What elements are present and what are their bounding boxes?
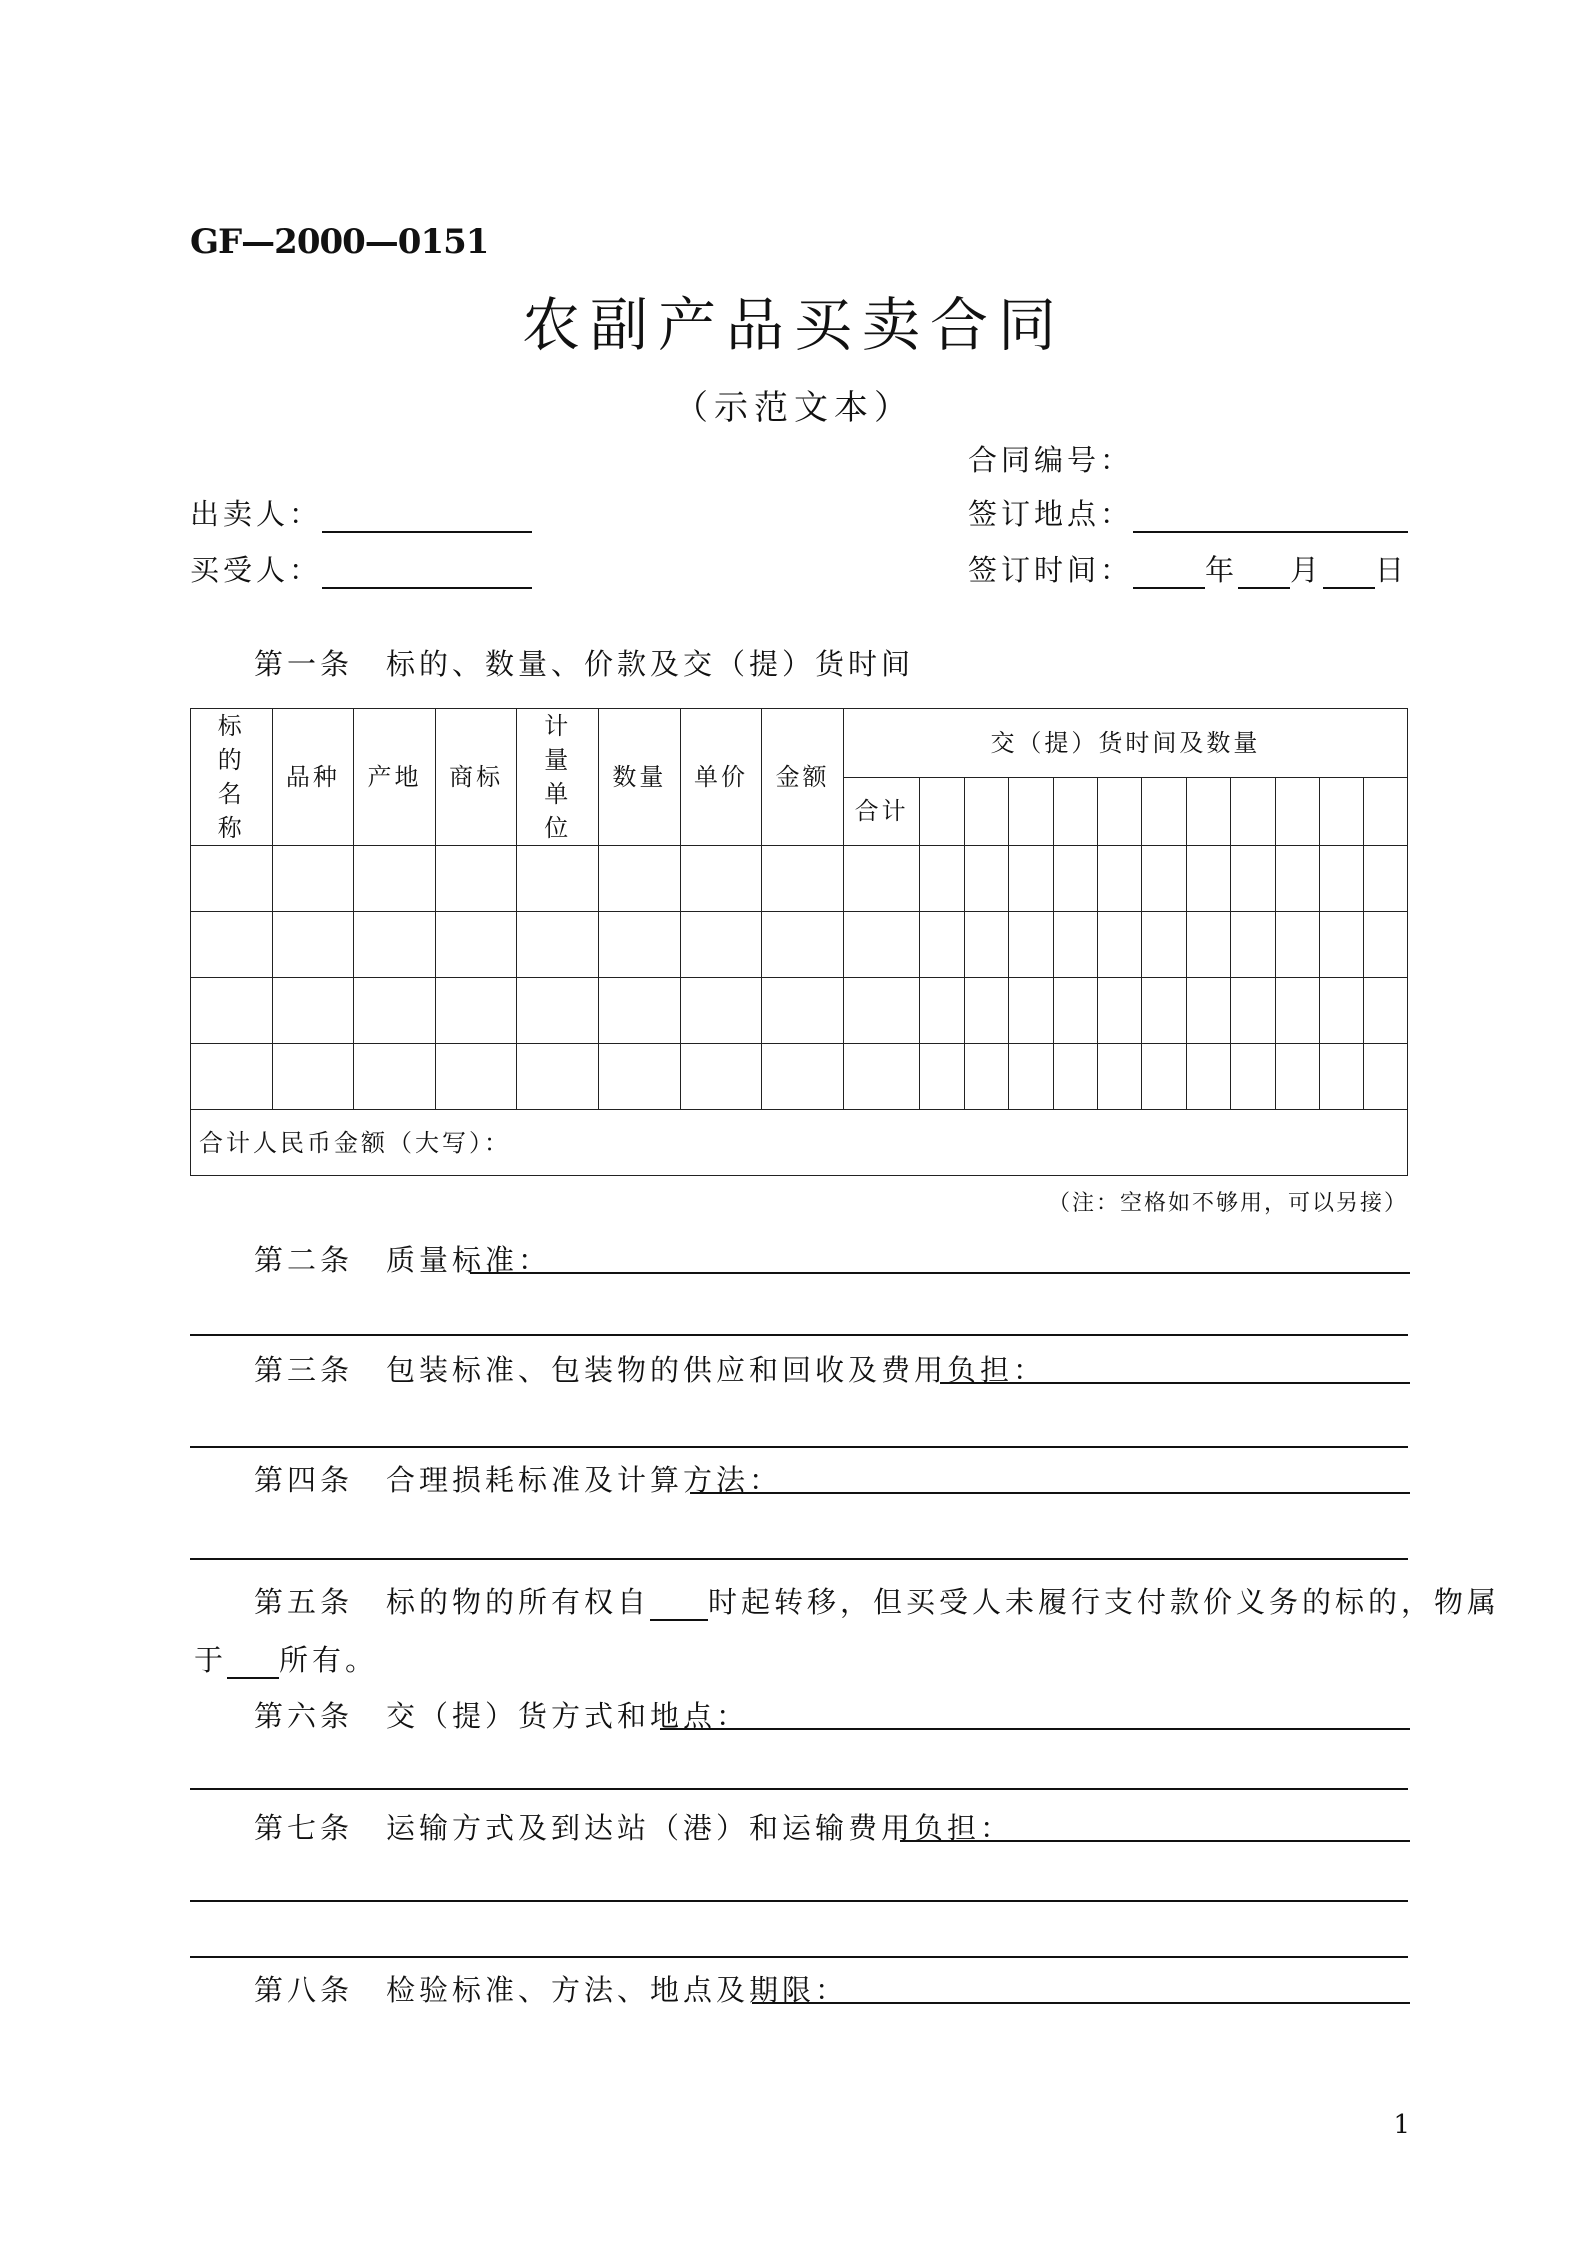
buyer-label: 买受人： <box>190 553 323 587</box>
article-8-label: 第八条 检验标准、方法、地点及期限： <box>254 1973 849 2007</box>
table-cell[interactable] <box>1364 846 1408 912</box>
header-origin: 产地 <box>354 709 436 846</box>
article-5-text-2: 时起转移，但买受人未履行支付款价义务的标的，物属 <box>708 1585 1501 1619</box>
header-unit: 计量单位 <box>517 709 599 846</box>
table-cell[interactable] <box>1053 1044 1097 1110</box>
month-blank[interactable] <box>1238 559 1290 589</box>
table-cell[interactable] <box>1053 846 1097 912</box>
table-cell[interactable] <box>1231 777 1275 846</box>
table-cell[interactable] <box>964 978 1008 1044</box>
table-cell[interactable] <box>680 1044 762 1110</box>
table-cell[interactable] <box>1319 1044 1363 1110</box>
article-8-blank[interactable] <box>752 2002 1410 2004</box>
table-cell[interactable] <box>843 846 919 912</box>
table-cell[interactable] <box>1275 777 1319 846</box>
article-6-label: 第六条 交（提）货方式和地点： <box>254 1699 750 1733</box>
table-cell[interactable] <box>435 978 517 1044</box>
table-cell[interactable] <box>1186 1044 1230 1110</box>
article-5-text-4: 所有。 <box>279 1643 379 1677</box>
table-cell[interactable] <box>599 846 681 912</box>
table-cell[interactable] <box>1186 846 1230 912</box>
header-delivery-time-quantity: 交（提）货时间及数量 <box>843 709 1407 778</box>
table-cell[interactable] <box>680 978 762 1044</box>
article-4-label: 第四条 合理损耗标准及计算方法： <box>254 1463 783 1497</box>
table-cell[interactable] <box>843 978 919 1044</box>
table-cell[interactable] <box>680 912 762 978</box>
table-cell[interactable] <box>191 846 273 912</box>
table-cell[interactable] <box>191 978 273 1044</box>
table-cell[interactable] <box>1009 777 1053 846</box>
table-cell[interactable] <box>1364 978 1408 1044</box>
table-cell[interactable] <box>1142 777 1186 846</box>
page-number: 1 <box>1393 2110 1410 2140</box>
header-subject-name: 标的名称 <box>191 709 273 846</box>
document-code: GF—2000—0151 <box>190 222 489 262</box>
table-cell[interactable] <box>964 912 1008 978</box>
table-cell[interactable] <box>354 846 436 912</box>
header-amount: 金额 <box>762 709 844 846</box>
table-cell[interactable] <box>272 1044 354 1110</box>
seller-label: 出卖人： <box>190 497 323 531</box>
table-cell[interactable] <box>1275 846 1319 912</box>
table-cell[interactable] <box>1364 777 1408 846</box>
table-row <box>191 846 1408 912</box>
table-cell[interactable] <box>599 978 681 1044</box>
table-row <box>191 912 1408 978</box>
table-cell[interactable] <box>964 777 1008 846</box>
article-6-blank[interactable] <box>660 1728 1410 1730</box>
article-7-blank[interactable] <box>900 1840 1410 1842</box>
table-header-row <box>191 709 1408 778</box>
total-rmb-cell[interactable] <box>191 1110 1408 1176</box>
header-quantity: 数量 <box>599 709 681 846</box>
table-cell[interactable] <box>1097 846 1141 912</box>
table-cell[interactable] <box>964 846 1008 912</box>
contract-number-label: 合同编号： <box>968 443 1134 477</box>
table-cell[interactable] <box>272 846 354 912</box>
table-cell[interactable] <box>1231 978 1275 1044</box>
article-6-blank-line[interactable] <box>190 1788 1408 1790</box>
table-row <box>191 978 1408 1044</box>
table-cell[interactable] <box>843 912 919 978</box>
table-cell[interactable] <box>1186 777 1230 846</box>
table-cell[interactable] <box>435 912 517 978</box>
table-cell[interactable] <box>517 978 599 1044</box>
goods-table <box>190 708 1408 1176</box>
table-cell[interactable] <box>1053 912 1097 978</box>
table-cell[interactable] <box>762 846 844 912</box>
seller-field[interactable] <box>190 492 532 533</box>
total-rmb-label: 合计人民币金额（大写）： <box>199 1128 511 1157</box>
table-cell[interactable] <box>1231 1044 1275 1110</box>
table-cell[interactable] <box>1319 912 1363 978</box>
seller-blank[interactable] <box>322 503 532 533</box>
table-cell[interactable] <box>920 912 964 978</box>
article-2-blank[interactable] <box>470 1272 1410 1274</box>
article-2-label: 第二条 质量标准： <box>254 1243 552 1277</box>
table-cell[interactable] <box>191 912 273 978</box>
table-cell[interactable] <box>920 978 964 1044</box>
table-cell[interactable] <box>1142 1044 1186 1110</box>
table-cell[interactable] <box>1009 1044 1053 1110</box>
header-variety: 品种 <box>272 709 354 846</box>
article-5-line-2 <box>194 1638 378 1679</box>
header-total: 合计 <box>843 777 919 846</box>
table-cell[interactable] <box>272 978 354 1044</box>
sign-time-label: 签订时间： <box>968 553 1134 587</box>
table-cell[interactable] <box>1364 1044 1408 1110</box>
article-7-blank-line-2[interactable] <box>190 1956 1408 1958</box>
table-cell[interactable] <box>354 912 436 978</box>
table-cell[interactable] <box>1009 846 1053 912</box>
table-cell[interactable] <box>1275 978 1319 1044</box>
buyer-blank[interactable] <box>322 559 532 589</box>
table-cell[interactable] <box>1142 978 1186 1044</box>
table-cell[interactable] <box>1231 912 1275 978</box>
table-cell[interactable] <box>1186 912 1230 978</box>
table-cell[interactable] <box>1186 978 1230 1044</box>
table-cell[interactable] <box>680 846 762 912</box>
contract-number-field[interactable] <box>968 438 1133 479</box>
day-blank[interactable] <box>1323 559 1375 589</box>
year-blank[interactable] <box>1133 559 1205 589</box>
article-1-heading: 第一条 标的、数量、价款及交（提）货时间 <box>254 647 915 681</box>
table-note: （注：空格如不够用，可以另接） <box>1047 1191 1408 1216</box>
table-row <box>191 1044 1408 1110</box>
table-cell[interactable] <box>1009 912 1053 978</box>
header-trademark: 商标 <box>435 709 517 846</box>
table-cell[interactable] <box>1231 846 1275 912</box>
table-cell[interactable] <box>1097 777 1141 846</box>
table-cell[interactable] <box>762 912 844 978</box>
table-total-row <box>191 1110 1408 1176</box>
article-7-blank-line-1[interactable] <box>190 1900 1408 1902</box>
table-cell[interactable] <box>354 978 436 1044</box>
table-cell[interactable] <box>964 1044 1008 1110</box>
sign-place-field[interactable] <box>968 492 1408 533</box>
table-cell[interactable] <box>1275 912 1319 978</box>
article-4-blank-line[interactable] <box>190 1558 1408 1560</box>
table-cell[interactable] <box>272 912 354 978</box>
contract-title: 农副产品买卖合同 <box>521 291 1066 359</box>
table-cell[interactable] <box>1364 912 1408 978</box>
article-5-line-1 <box>254 1580 1500 1621</box>
table-cell[interactable] <box>1053 777 1097 846</box>
table-cell[interactable] <box>1142 912 1186 978</box>
article-5-text-1: 第五条 标的物的所有权自 <box>254 1585 651 1619</box>
table-cell[interactable] <box>1319 777 1363 846</box>
sign-time-field[interactable] <box>968 548 1408 589</box>
table-cell[interactable] <box>1319 846 1363 912</box>
table-cell[interactable] <box>599 1044 681 1110</box>
article-7-label: 第七条 运输方式及到达站（港）和运输费用负担： <box>254 1811 1014 1845</box>
table-cell[interactable] <box>1053 978 1097 1044</box>
table-cell[interactable] <box>191 1044 273 1110</box>
month-label: 月 <box>1290 553 1324 587</box>
table-cell[interactable] <box>843 1044 919 1110</box>
table-cell[interactable] <box>920 846 964 912</box>
table-cell[interactable] <box>1097 978 1141 1044</box>
sign-place-blank[interactable] <box>1133 503 1408 533</box>
article-4-blank[interactable] <box>690 1492 1410 1494</box>
contract-subtitle: （示范文本） <box>674 388 914 428</box>
sign-place-label: 签订地点： <box>968 497 1134 531</box>
table-cell[interactable] <box>435 846 517 912</box>
article-3-blank-line[interactable] <box>190 1446 1408 1448</box>
table-cell[interactable] <box>920 777 964 846</box>
article-3-label: 第三条 包装标准、包装物的供应和回收及费用负担： <box>254 1353 1047 1387</box>
table-cell[interactable] <box>517 846 599 912</box>
article-2-blank-line[interactable] <box>190 1334 1408 1336</box>
article-3-blank[interactable] <box>940 1382 1410 1384</box>
table-cell[interactable] <box>762 978 844 1044</box>
buyer-field[interactable] <box>190 548 532 589</box>
table-cell[interactable] <box>435 1044 517 1110</box>
table-cell[interactable] <box>1142 846 1186 912</box>
table-cell[interactable] <box>762 1044 844 1110</box>
table-cell[interactable] <box>517 1044 599 1110</box>
year-label: 年 <box>1205 553 1239 587</box>
table-cell[interactable] <box>517 912 599 978</box>
ownership-party-blank[interactable] <box>227 1649 279 1679</box>
table-cell[interactable] <box>354 1044 436 1110</box>
article-5-text-3: 于 <box>194 1643 228 1677</box>
header-unit-price: 单价 <box>680 709 762 846</box>
ownership-time-blank[interactable] <box>650 1591 708 1621</box>
day-label: 日 <box>1375 553 1409 587</box>
table-cell[interactable] <box>599 912 681 978</box>
table-cell[interactable] <box>1097 1044 1141 1110</box>
table-cell[interactable] <box>1319 978 1363 1044</box>
table-cell[interactable] <box>920 1044 964 1110</box>
table-cell[interactable] <box>1009 978 1053 1044</box>
table-cell[interactable] <box>1275 1044 1319 1110</box>
table-cell[interactable] <box>1097 912 1141 978</box>
